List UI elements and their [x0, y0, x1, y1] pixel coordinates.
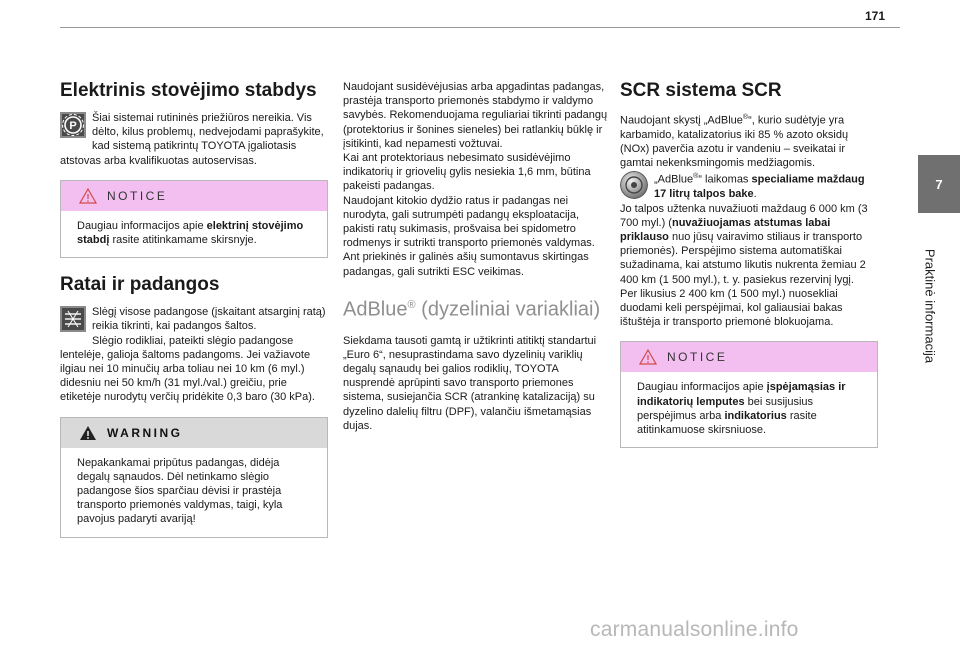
scr-text: Jo talpos užtenka nuvažiuoti maždaug 6 000 km (3 700 myl.) ( — [620, 202, 868, 229]
notice-text: Daugiau informacijos apie — [77, 219, 207, 232]
top-rule — [60, 27, 900, 28]
scr-paragraph-4: Per likusius 2 400 km (1 500 myl.) nuosekliai duodami keli perspėjimai, kol galiausiai bakas ištuštėja ir transporto priemonė blokuojama. — [620, 287, 843, 329]
svg-text:P: P — [69, 120, 77, 132]
col2-paragraph-1: Naudojant susidėvėjusias arba apgadintas padangas, prastėja transporto priemonės stabdymo ir valdymo savybės. Rekomenduojama reguliariai tikrinti padangų (protektorius ir šonines sieneles) bei ratlankių būklę ir įsitikinti, kad nepamesti vožtuvai. — [343, 81, 608, 150]
adblue-title — [343, 293, 608, 322]
parking-brake-title: Elektrinis stovėjimo stabdys — [60, 80, 317, 101]
parking-brake-notice — [60, 180, 328, 258]
parking-brake-paragraph — [60, 111, 328, 168]
notice-bold: elektrinį stovėjimo stabdį — [77, 219, 304, 247]
notice-label: NOTICE — [107, 188, 168, 203]
adblue-title-main: AdBlue — [343, 298, 408, 321]
scr-text: nuo jūsų vairavimo stiliaus ir transporto priemonės). Perspėjimo sistema automatiškai sužadinama, kai atstumo likutis nukrenta žemiau 2 400 km (1 500 myl.), t. y. pasiekus rezervinį lygį. — [620, 230, 866, 286]
notice-label: NOTICE — [667, 350, 728, 365]
tyres-text-2: Slėgio rodikliai, pateikti slėgio padangose lentelėje, galioja šaltoms padangoms. Jei važiavote ilgiau nei 10 minučių arba toliau nei 10 km (6 myl.) didesniu nei 50 km/h (31 myl./val.) greičiu, prie etiketėje nurodytų verčių pridėkite 0,3 baro (30 kPa). — [60, 334, 315, 404]
scr-bold: specialiame maždaug 17 litrų talpos bake — [654, 174, 865, 201]
tyres-title: Ratai ir padangos — [60, 274, 220, 296]
notice-body — [621, 372, 877, 447]
reg-mark: ® — [742, 114, 749, 121]
adblue-text: Siekdama tausoti gamtą ir užtikrinti atitiktį standartui „Euro 6“, nesuprastindama savo dyzelinių variklių degalų sąnaudų bei galios rodiklių, TOYOTA nusprendė aprūpinti savo transporto priemones sistema, susiejančia SCR (atrankinę katalizaciją) su dyzelino dalelių filtru (DPF), valančiu išmetamąsias dujas. — [343, 334, 597, 432]
column-3 — [620, 80, 878, 448]
col2-paragraph-3: Naudojant kitokio dydžio ratus ir padangas nei nurodyta, gali sutrumpėti padangų eksploatacija, pakisti ratų sukimasis, prošvaisa bei spidometro rodmenys ir sutrikti transporto priemonės valdymas. — [343, 194, 595, 250]
tyres-text: Slėgį visose padangose (įskaitant atsarginį ratą) reikia tikrinti, kai padangos šaltos. — [92, 306, 326, 333]
scr-text: „AdBlue — [654, 174, 694, 187]
tyre-icon — [60, 306, 86, 332]
adblue-reg-mark: ® — [407, 298, 416, 311]
scr-text: Naudojant skystį „AdBlue — [620, 114, 743, 127]
notice-text: Daugiau informacijos apie — [637, 381, 767, 394]
notice-bold: įspėjamąsias ir indikatorių lemputes — [637, 381, 846, 408]
scr-text: . — [753, 188, 757, 201]
scr-paragraph-3 — [620, 202, 878, 287]
caution-icon — [79, 188, 97, 204]
scr-bold: nuvažiuojamas atstumas labai priklauso — [620, 216, 831, 243]
adblue-title-rest: (dyzeliniai variakliai) — [415, 298, 601, 321]
col2-paragraph-2: Kai ant protektoriaus nebesimato susidėvėjimo indikatorių ir griovelių gylis nesiekia 1,6 mm, būtina pakeisti padangas. — [343, 152, 591, 193]
notice-body — [61, 211, 327, 257]
scr-paragraph-2 — [620, 170, 878, 201]
scr-paragraph-1 — [620, 111, 878, 170]
tyres-warning — [60, 417, 328, 538]
maintenance-icon — [60, 112, 86, 138]
watermark: carmanualsonline.info — [590, 618, 799, 641]
column-1 — [60, 80, 328, 538]
tyres-paragraph — [60, 305, 328, 333]
notice-header — [61, 181, 327, 211]
notice-text: bei susijusius perspėjimus arba — [637, 395, 814, 422]
caution-icon — [639, 349, 657, 365]
chapter-title-text: Praktinė informacija — [922, 248, 938, 364]
warning-body: Nepakankamai pripūtus padangas, didėja degalų sąnaudos. Dėl netinkamo slėgio padangose šios sparčiau dėvisi ir prastėja transporto priemonės valdymas, taigi, kyla pavojus padaryti avariją! — [77, 456, 283, 526]
warning-header — [61, 418, 327, 448]
chapter-tab[interactable]: 7 — [918, 155, 960, 213]
notice-text: rasite atitinkamuose skirsniuose. — [637, 409, 817, 436]
scr-notice — [620, 341, 878, 448]
warning-icon — [79, 425, 97, 441]
reg-mark: ® — [693, 173, 699, 181]
warning-label: WARNING — [107, 425, 183, 440]
notice-bold: indikatorius — [724, 409, 787, 422]
page-number: 171 — [864, 9, 886, 23]
scr-text-2 — [620, 170, 878, 201]
scr-text: “, kurio sudėtyje yra karbamido, katalizatorius iki 85 % azoto oksidų (NOx) paverčia azotu ir vandeniu – sveikatai ir gamtai nekenksmingomis medžiagomis. — [620, 114, 849, 170]
column-2 — [343, 80, 608, 433]
parking-brake-text: Šiai sistemai rutininės priežiūros nereikia. Vis dėlto, kilus problemų, nedvejodami paprašykite, kad sistemą patikrintų TOYOTA įgaliotasis atstovas arba kvalifikuotas autoservisas. — [60, 112, 324, 167]
col2-paragraph-4: Ant priekinės ir galinės ašių sumontavus skirtingas padangas, gali sutrikti ESC veikimas. — [343, 251, 589, 278]
scr-text: “ laikomas — [698, 174, 752, 187]
notice-header — [621, 342, 877, 372]
notice-text: rasite atitinkamame skirsnyje. — [109, 234, 257, 247]
scr-title: SCR sistema SCR — [620, 80, 782, 101]
